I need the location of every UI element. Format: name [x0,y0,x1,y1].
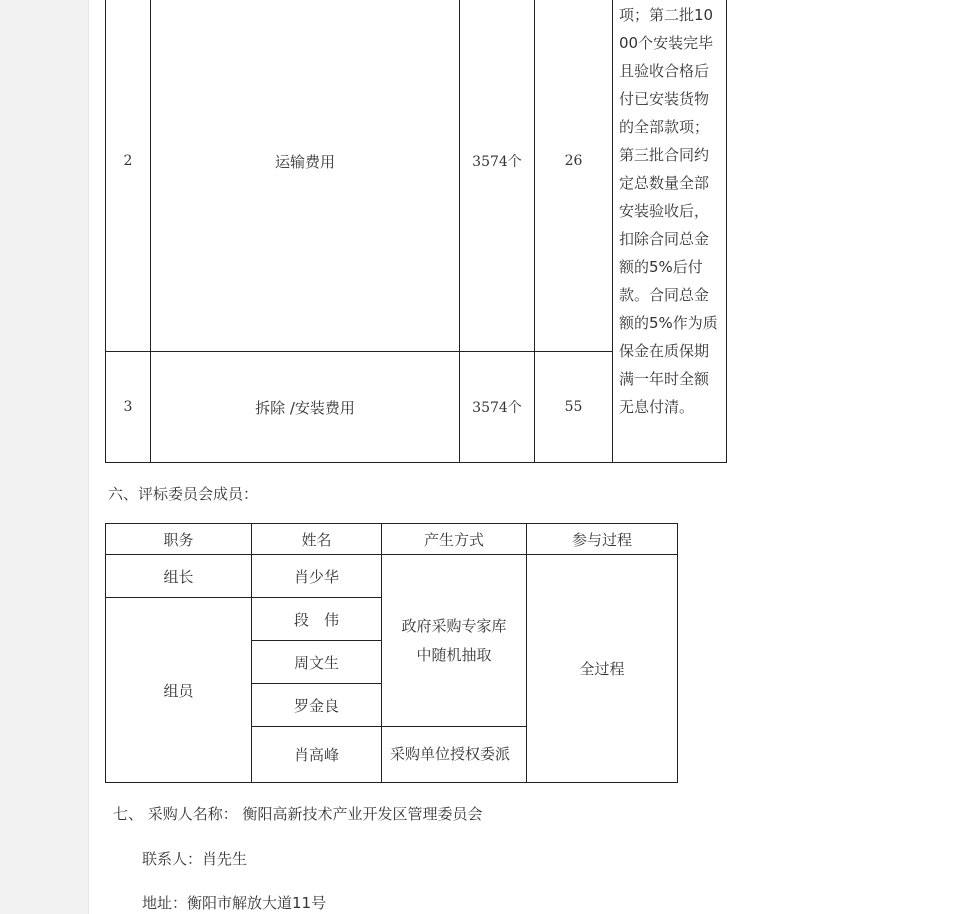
item-name: 运输费用 [151,0,460,352]
item-name: 拆除 /安装费用 [151,352,460,463]
selection-method-delegate: 采购单位授权委派 [382,727,527,783]
table-header-row [106,524,678,555]
member-name: 罗金良 [252,684,382,727]
section-6-heading: 六、评标委员会成员： [108,485,259,503]
member-name: 周文生 [252,641,382,684]
quantity: 3574个 [460,352,535,463]
header-role: 职务 [106,524,252,555]
role-member: 组员 [106,598,252,783]
days: 55 [535,352,613,463]
cost-table [105,0,727,463]
member-name: 肖少华 [252,555,382,598]
participation-process: 全过程 [527,555,678,783]
table-row [106,0,727,352]
section-7-purchaser: 七、 采购人名称： 衡阳高新技术产业开发区管理委员会 [113,805,483,823]
quantity: 3574个 [460,0,535,352]
payment-terms-note: 项；第二批1000个安装完毕且验收合格后付已安装货物的全部款项；第三批合同约定总数量全部安装验收后，扣除合同总金额的5%后付款。合同总金额的5%作为质保金在质保期满一年时全额无息付清。 [613,0,727,463]
header-method: 产生方式 [382,524,527,555]
selection-method-expert: 政府采购专家库中随机抽取 [382,555,527,727]
row-index: 2 [106,0,151,352]
member-name: 肖高峰 [252,727,382,783]
member-name: 段 伟 [252,598,382,641]
days: 26 [535,0,613,352]
header-name: 姓名 [252,524,382,555]
page-margin-strip [0,0,89,914]
address: 地址：衡阳市解放大道11号 [142,894,327,912]
role-leader: 组长 [106,555,252,598]
committee-table [105,523,678,783]
row-index: 3 [106,352,151,463]
contact-person: 联系人：肖先生 [142,850,248,868]
header-process: 参与过程 [527,524,678,555]
table-row [106,555,678,598]
